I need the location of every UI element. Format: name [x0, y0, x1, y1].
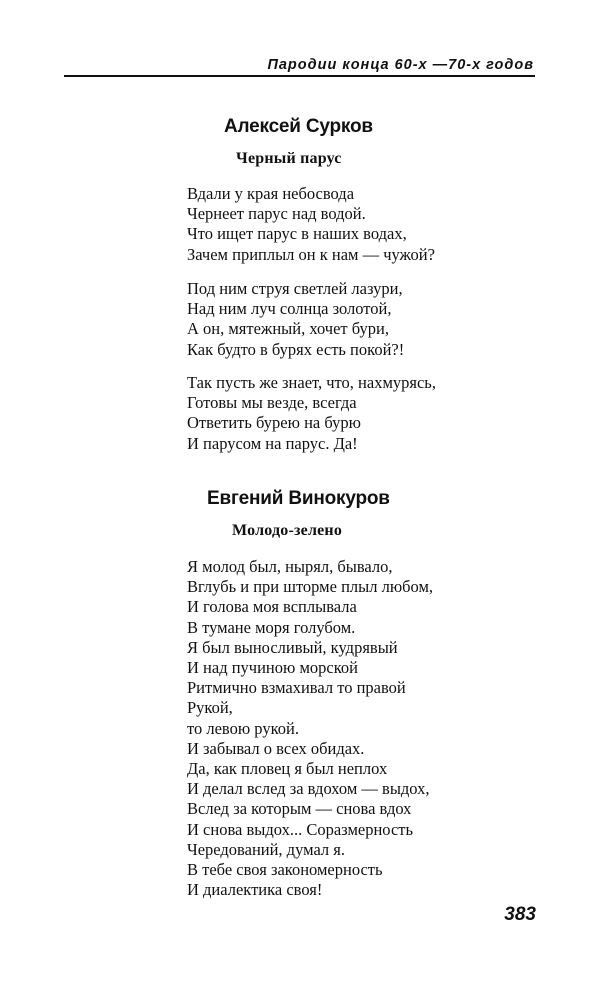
poem-line: А он, мятежный, хочет бури,	[187, 319, 389, 339]
poem-line: В тумане моря голубом.	[187, 617, 356, 637]
stanza	[187, 373, 436, 454]
poem-line: Что ищет парус в наших водах,	[187, 224, 407, 244]
poem-line: Готовы мы везде, всегда	[187, 393, 357, 413]
poem-line: И забывал о всех обидах.	[187, 738, 365, 758]
poem-line: Так пусть же знает, что, нахмурясь,	[187, 373, 436, 392]
poem-line: Под ним струя светлей лазури,	[187, 279, 403, 298]
poem-line: то левою рукой.	[187, 718, 299, 738]
poem-line: И снова выдох... Соразмерность	[187, 819, 414, 839]
poem-line: Над ним луч солнца золотой,	[187, 299, 392, 319]
poem-line: Да, как пловец я был неплох	[187, 759, 388, 779]
poem-line: И голова моя всплывала	[187, 597, 357, 617]
poem-line: И над пучиною морской	[187, 658, 358, 678]
stanza	[187, 557, 433, 900]
poem-line: Я молод был, нырял, бывало,	[187, 557, 393, 576]
poem-line: Рукой,	[187, 698, 233, 718]
poem-line: Вдали у края небосвода	[187, 184, 355, 203]
poem-line: Чернеет парус над водой.	[187, 204, 366, 224]
running-head: Пародии конца 60-х —70-х годов	[267, 57, 534, 73]
stanza	[187, 279, 404, 360]
poem-title: Молодо-зелено	[232, 522, 343, 539]
header-rule	[64, 75, 535, 77]
poem-line: Я был выносливый, кудрявый	[187, 637, 398, 657]
page-number: 383	[504, 904, 536, 925]
author-name: Евгений Винокуров	[207, 488, 390, 509]
author-name: Алексей Сурков	[224, 116, 373, 137]
poem-line: И диалектика своя!	[187, 880, 323, 900]
poem-line: И делал вслед за вдохом — выдох,	[187, 779, 430, 799]
poem-line: Чередований, думал я.	[187, 839, 345, 859]
stanza	[187, 184, 435, 265]
poem-line: Как будто в бурях есть покой?!	[187, 339, 405, 359]
poem-line: Ответить бурею на бурю	[187, 413, 361, 433]
poem-title: Черный парус	[236, 150, 342, 167]
poem-line: Вслед за которым — снова вдох	[187, 799, 412, 819]
poem-line: Зачем приплыл он к нам — чужой?	[187, 244, 435, 264]
poem-line: В тебе своя закономерность	[187, 860, 383, 880]
poem-line: И парусом на парус. Да!	[187, 433, 358, 453]
poem-line: Ритмично взмахивал то правой	[187, 678, 406, 698]
poem-line: Вглубь и при шторме плыл любом,	[187, 577, 434, 597]
